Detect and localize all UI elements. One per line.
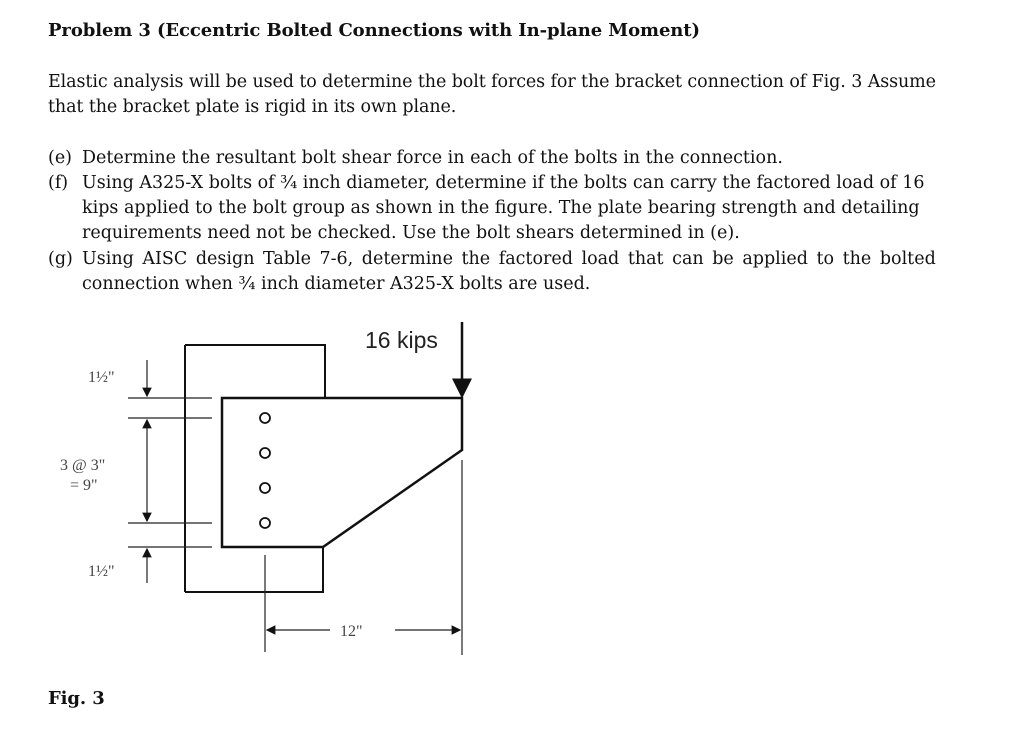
dim-label-eccentricity: 12" (340, 623, 363, 640)
dimension-extension-lines (128, 398, 462, 655)
question-label: (f) (48, 173, 69, 193)
question-text: requirements need not be checked. Use the bolt shears determined in (e). (82, 223, 740, 243)
intro-line-1: Elastic analysis will be used to determine the bolt forces for the bracket connection of Fig. 3 Assume (48, 72, 936, 92)
question-label: (e) (48, 148, 73, 168)
dim-label-total: = 9" (70, 477, 98, 494)
question-text: Determine the resultant bolt shear force in each of the bolts in the connection. (82, 148, 783, 168)
dim-label-top: 1½" (88, 369, 115, 386)
problem-title: Problem 3 (Eccentric Bolted Connections with In-plane Moment) (48, 20, 700, 41)
column-outline (185, 345, 325, 592)
bolt (260, 483, 270, 493)
dim-label-spacing: 3 @ 3" (60, 457, 106, 474)
question-text: connection when ¾ inch diameter A325-X bolts are used. (82, 274, 591, 294)
intro-line-2: that the bracket plate is rigid in its own plane. (48, 97, 457, 117)
bolt (260, 448, 270, 458)
question-text: kips applied to the bolt group as shown in the figure. The plate bearing strength and detailing (82, 198, 920, 218)
dim-label-bottom: 1½" (88, 563, 115, 580)
figure-caption: Fig. 3 (48, 688, 105, 709)
question-text: Using A325-X bolts of ¾ inch diameter, determine if the bolts can carry the factored load of 16 (82, 173, 925, 193)
question-text: Using AISC design Table 7-6, determine the factored load that can be applied to the bolted (82, 249, 936, 269)
load-label: 16 kips (365, 327, 438, 353)
bolt (260, 518, 270, 528)
question-label: (g) (48, 249, 73, 269)
bracket-plate (222, 398, 462, 547)
bolts (260, 413, 270, 528)
bolt (260, 413, 270, 423)
